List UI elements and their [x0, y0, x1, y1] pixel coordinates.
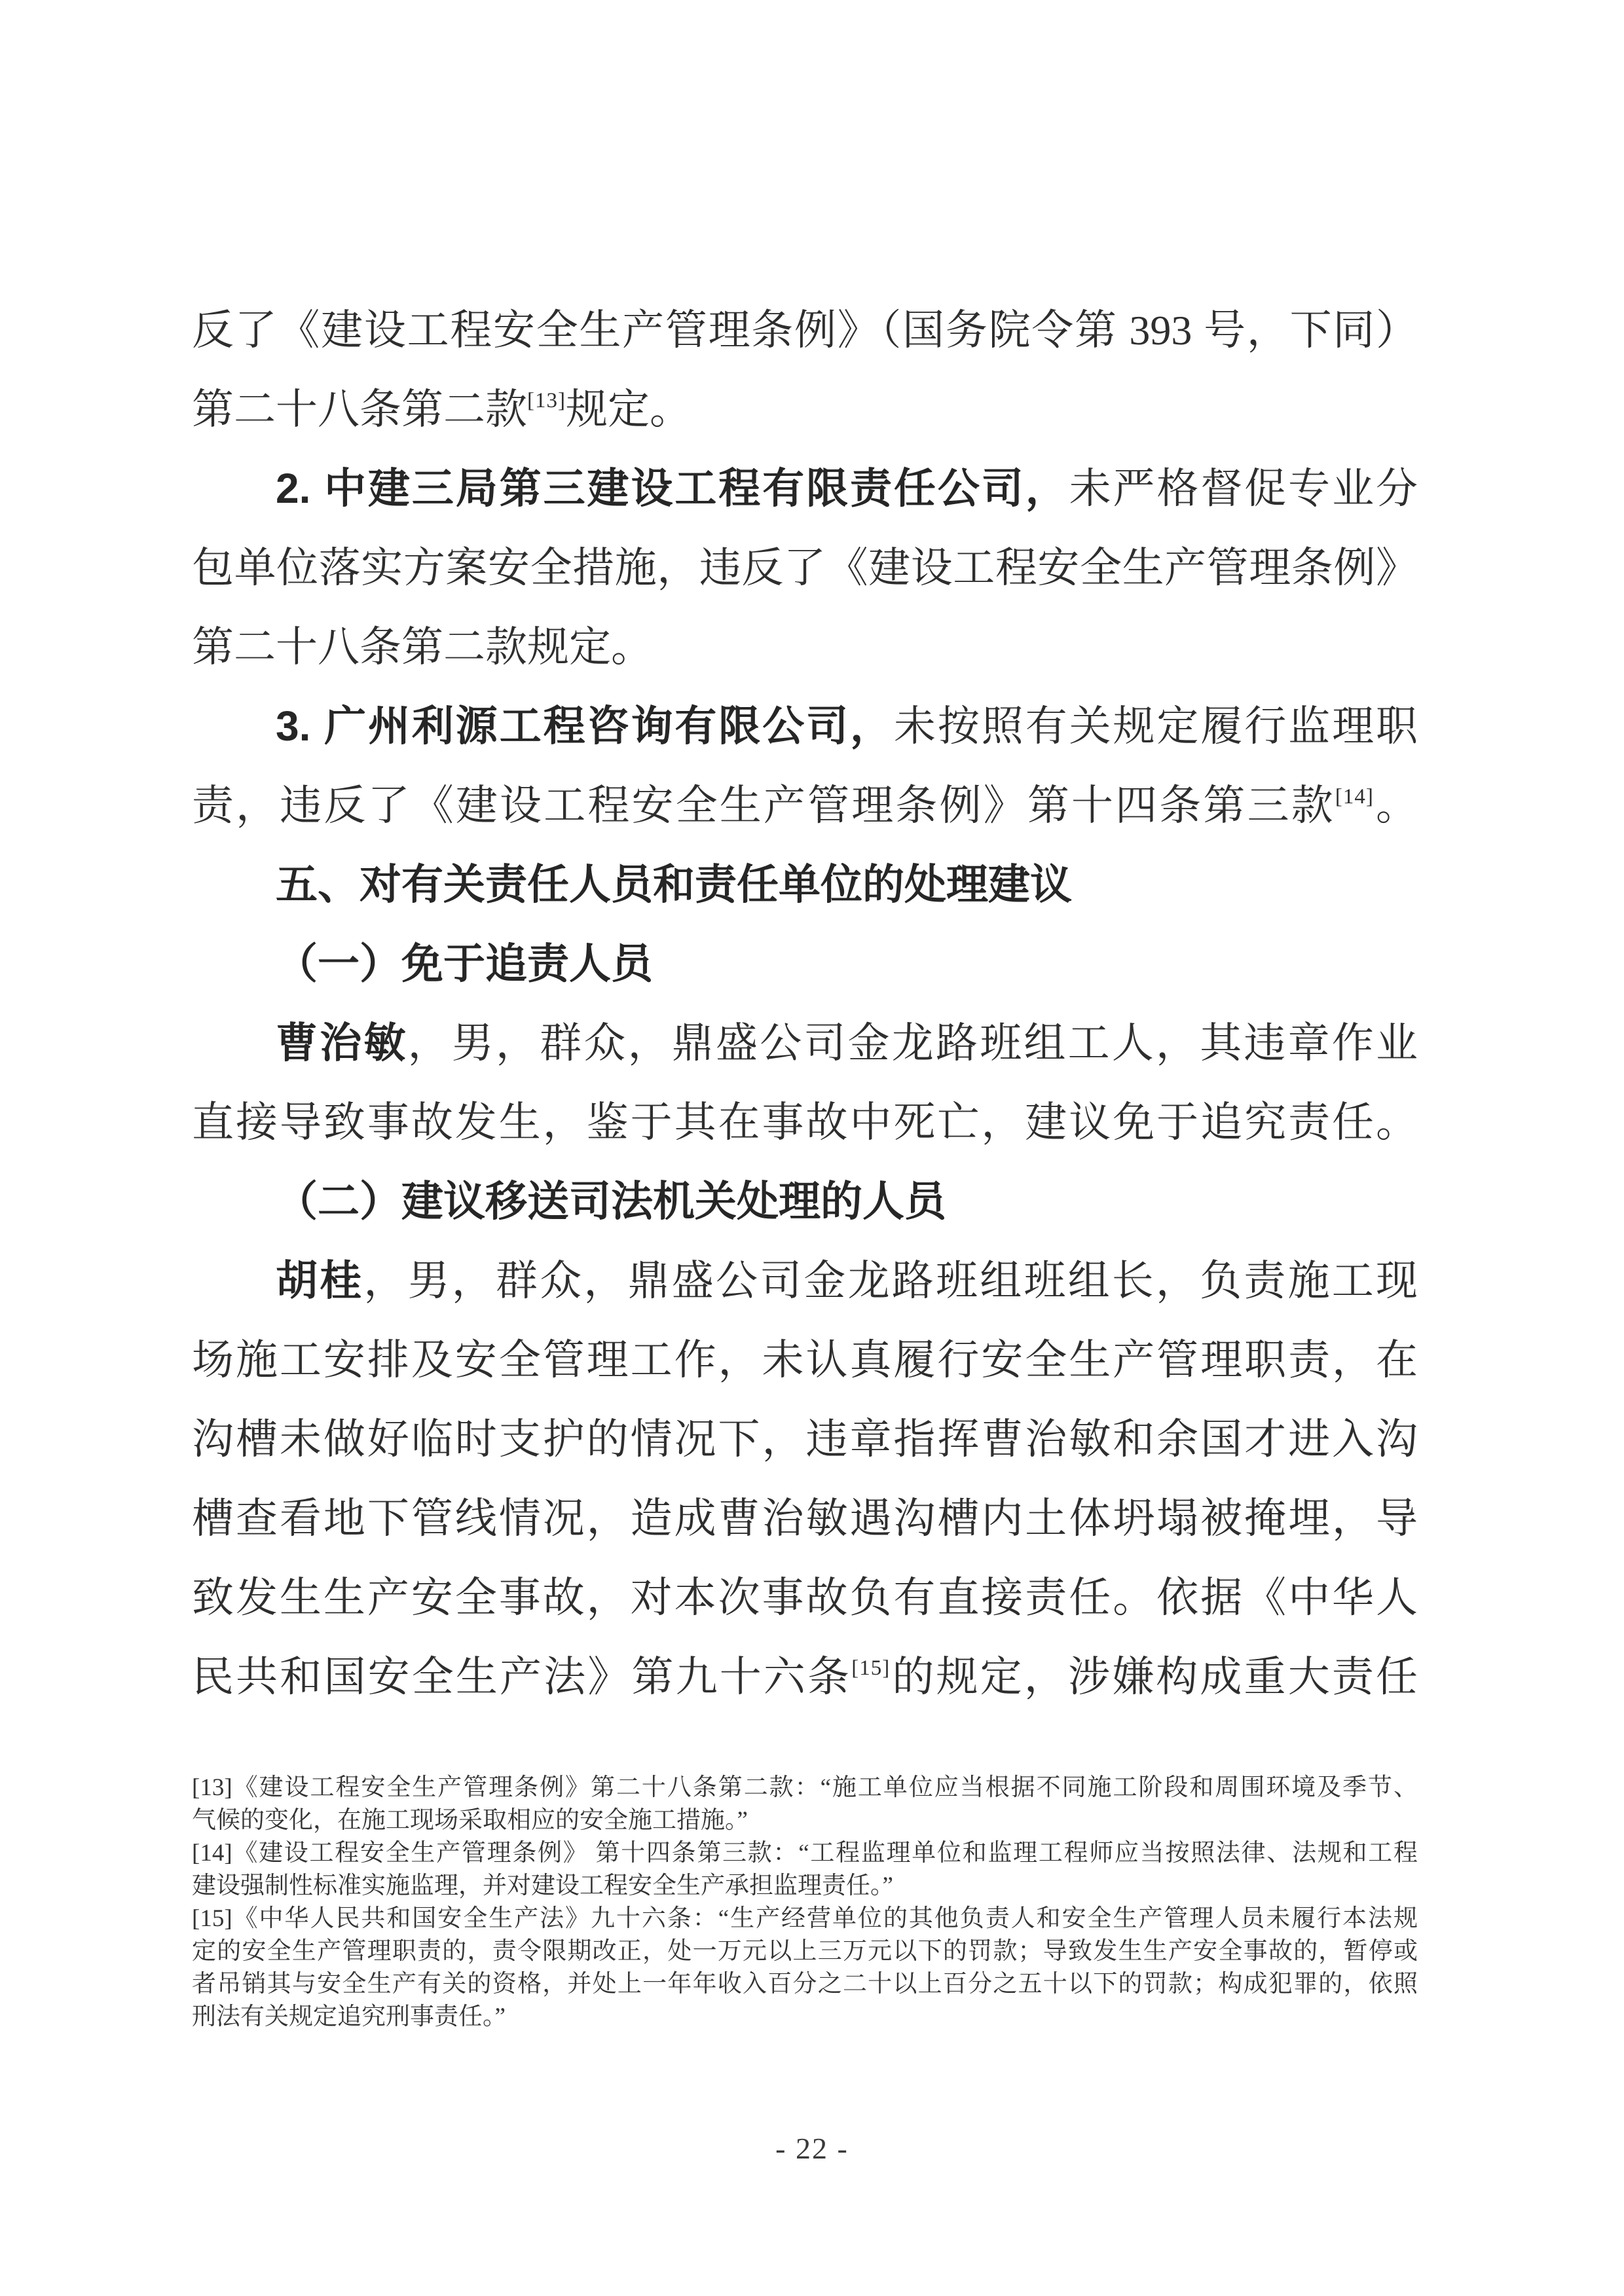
body-line: [192, 687, 1418, 766]
body-text: 。: [1373, 782, 1418, 829]
footnote-line: [192, 1968, 1418, 2001]
body-text: 直接导致事故发生，鉴于其在事故中死亡，建议免于追究责任。: [192, 1099, 1418, 1146]
body-line: [192, 291, 1418, 370]
footnote-line: [192, 1804, 1418, 1837]
body-line: [192, 924, 1418, 1004]
body-line: [192, 1637, 1418, 1717]
body-text: 的规定，涉嫌构成重大责任: [890, 1654, 1418, 1700]
footnote-ref: [15]: [851, 1656, 891, 1680]
report-body: [192, 291, 1418, 1717]
body-line: [192, 1083, 1418, 1162]
body-text: 民共和国安全生产法》第九十六条: [192, 1654, 852, 1700]
body-text: 规定。: [565, 386, 692, 433]
bold-lead-text: 3. 广州利源工程咨询有限公司，: [276, 702, 894, 750]
body-line: [192, 1558, 1418, 1637]
body-text: 第二十八条第二款: [192, 386, 527, 433]
body-text: 致发生生产安全事故，对本次事故负有直接责任。依据《中华人: [192, 1575, 1418, 1621]
body-text: 反了《建设工程安全生产管理条例》（国务院令第 393 号，下同）: [192, 307, 1418, 354]
body-text: 沟槽未做好临时支护的情况下，违章指挥曹治敏和余国才进入沟: [192, 1416, 1418, 1463]
footnote-line: [192, 1903, 1418, 1935]
heading-text: 五、对有关责任人员和责任单位的处理建议: [276, 861, 1072, 908]
body-line: [192, 449, 1418, 528]
body-text: 场施工安排及安全管理工作，未认真履行安全生产管理职责，在: [192, 1337, 1418, 1383]
body-text: 责，违反了《建设工程安全生产管理条例》第十四条第三款: [192, 782, 1335, 829]
body-text: 未严格督促专业分: [1069, 465, 1418, 512]
footnote-line: [192, 1772, 1418, 1804]
bold-lead-text: 曹治敏: [276, 1019, 408, 1066]
body-text: [13]《建设工程安全生产管理条例》第二十八条第二款：“施工单位应当根据不同施工阶段和周围环境及季节、: [192, 1774, 1418, 1801]
body-line: [192, 528, 1418, 608]
body-text: 定的安全生产管理职责的，责令限期改正，处一万元以上三万元以下的罚款；导致发生生产安全事故的，暂停或: [192, 1938, 1418, 1965]
body-line: [192, 608, 1418, 687]
footnote-line: [192, 2001, 1418, 2033]
body-line: [192, 1241, 1418, 1321]
heading-text: （二）建议移送司法机关处理的人员: [276, 1178, 946, 1225]
body-line: [192, 1321, 1418, 1400]
body-text: 第二十八条第二款规定。: [192, 624, 653, 670]
body-line: [192, 370, 1418, 449]
body-text: ，男，群众，鼎盛公司金龙路班组班组长，负责施工现: [363, 1258, 1418, 1304]
footnote-ref: [13]: [527, 389, 566, 412]
bold-lead-text: 胡桂: [276, 1257, 364, 1304]
footnote-ref: [14]: [1335, 785, 1374, 809]
body-text: ，男，群众，鼎盛公司金龙路班组工人，其违章作业: [407, 1020, 1418, 1066]
body-line: [192, 1479, 1418, 1558]
body-line: [192, 766, 1418, 845]
body-line: [192, 1400, 1418, 1479]
footnotes: [192, 1772, 1418, 2033]
body-line: [192, 1004, 1418, 1083]
body-line: [192, 1162, 1418, 1241]
body-text: 槽查看地下管线情况，造成曹治敏遇沟槽内土体坍塌被掩埋，导: [192, 1495, 1418, 1542]
footnote-line: [192, 1837, 1418, 1870]
body-text: 未按照有关规定履行监理职: [893, 703, 1418, 750]
body-text: 刑法有关规定追究刑事责任。”: [192, 2003, 506, 2030]
footnote-line: [192, 1870, 1418, 1903]
body-text: 包单位落实方案安全措施，违反了《建设工程安全生产管理条例》: [192, 545, 1418, 591]
body-text: 者吊销其与安全生产有关的资格，并处上一年年收入百分之二十以上百分之五十以下的罚款；构成犯罪的，依照: [192, 1971, 1418, 1997]
body-text: 气候的变化，在施工现场采取相应的安全施工措施。”: [192, 1807, 748, 1834]
page-number: - 22 -: [775, 2132, 849, 2165]
body-text: [15]《中华人民共和国安全生产法》九十六条：“生产经营单位的其他负责人和安全生产管理人员未履行本法规: [192, 1905, 1418, 1932]
body-text: [14]《建设工程安全生产管理条例》 第十四条第三款：“工程监理单位和监理工程师应当按照法律、法规和工程: [192, 1840, 1418, 1867]
heading-text: （一）免于追责人员: [276, 940, 653, 987]
bold-lead-text: 2. 中建三局第三建设工程有限责任公司，: [276, 465, 1069, 512]
body-text: 建设强制性标准实施监理，并对建设工程安全生产承担监理责任。”: [192, 1872, 893, 1899]
body-line: [192, 845, 1418, 924]
footnote-line: [192, 1935, 1418, 1968]
